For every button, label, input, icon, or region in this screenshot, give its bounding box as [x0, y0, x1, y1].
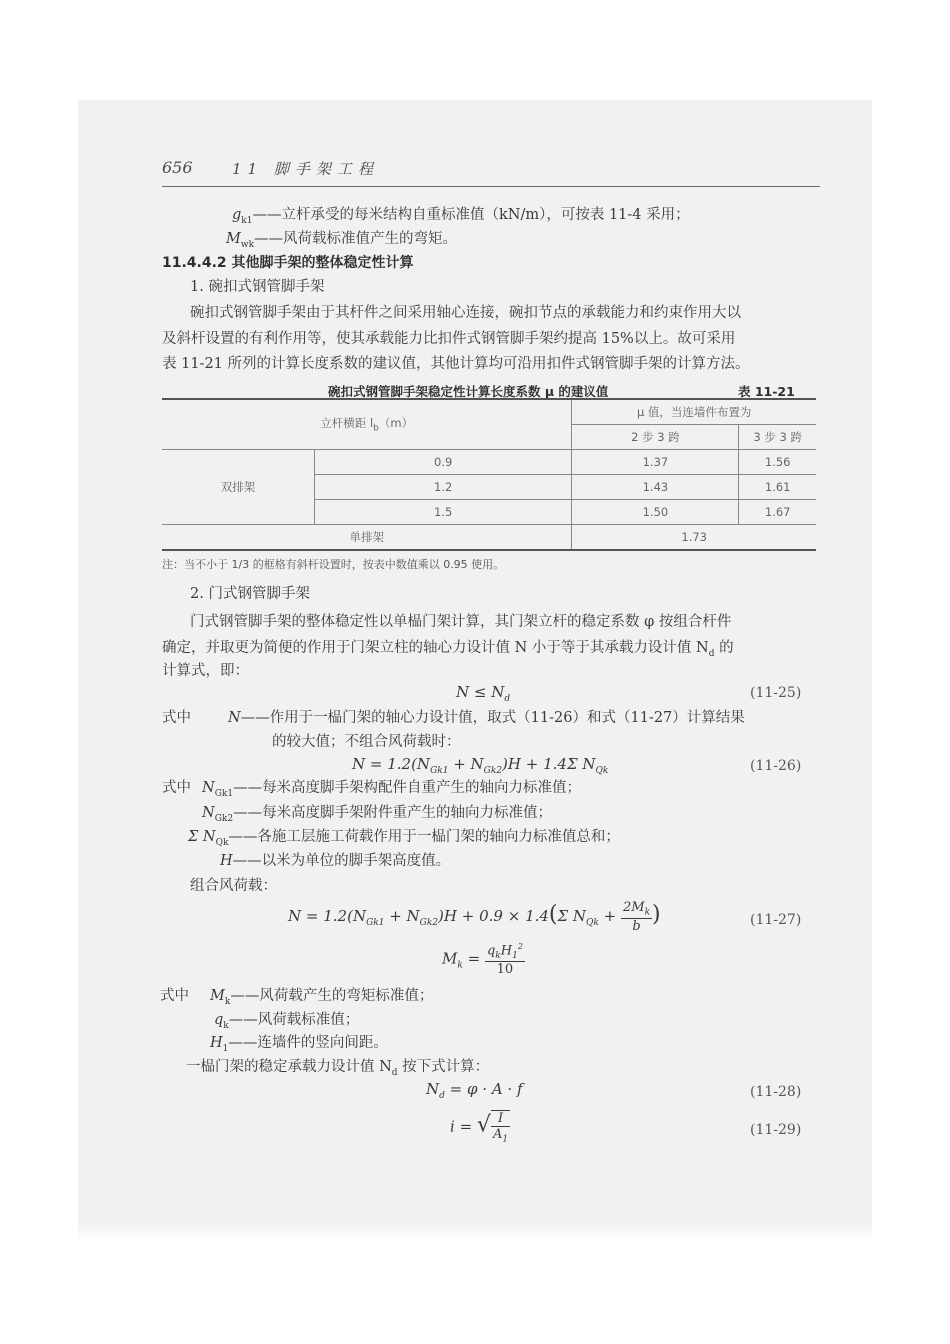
equation-11-29: i = √ $\frac{I}{A_1}$	[450, 1111, 509, 1145]
equation-number: (11-26)	[750, 758, 802, 774]
equation-11-27: $N = 1.2(N_{Gk1} + N_{Gk2})H + 0.9 \times 1.4(\Sigma$ $N_{Qk}$ + $\frac{2M_k}{b}$ )	[288, 900, 661, 934]
def-nqk: Σ $N_{Qk}——$各施工层施工荷载作用于一榀门架的轴向力标准值总和；	[188, 829, 620, 848]
paragraph-1-line-3: 表 11-21 所列的计算长度系数的建议值，其他计算均可沿用扣件式钢管脚手架的计算方法。	[162, 356, 750, 372]
where-label: 式中	[160, 988, 189, 1004]
def-n-continued: 的较大值；不组合风荷载时：	[272, 734, 461, 750]
table-caption: 碗扣式钢管脚手架稳定性计算长度系数 μ 的建议值	[328, 384, 609, 399]
equation-11-25: $N \le N_d$	[456, 683, 511, 704]
def-mk: $M_k——$风荷载产生的弯矩标准值；	[210, 988, 434, 1007]
def-ngk1: $N_{Gk1}——$每米高度脚手架构配件自重产生的轴向力标准值；	[202, 780, 582, 799]
table-cell: 1.67	[739, 500, 816, 525]
def-h1: $H_1——$连墙件的竖向间距。	[210, 1035, 388, 1054]
subsection-2: 2. 门式钢管脚手架	[190, 586, 310, 602]
coefficient-table	[162, 398, 816, 551]
paragraph-2-line-2: 确定，并取更为简便的作用于门架立柱的轴心力设计值 N 小于等于其承载力设计值 $N_d$ 的	[162, 640, 734, 659]
scan-edge	[78, 1222, 872, 1242]
where-label: 式中	[162, 780, 191, 796]
table-cell: 1.61	[739, 475, 816, 500]
def-n: N——作用于一榀门架的轴心力设计值，取式（11-26）和式（11-27）计算结果	[228, 710, 745, 726]
def-ngk2: $N_{Gk2}——$每米高度脚手架附件重产生的轴向力标准值；	[202, 805, 553, 824]
nd-intro: 一榀门架的稳定承载力设计值 $N_d$ 按下式计算：	[186, 1059, 490, 1078]
table-cell: 1.50	[572, 500, 739, 525]
equation-11-26: $N = 1.2(N_{Gk1} + N_{Gk2})H + 1.4\Sigma$ $N_{Qk}$	[352, 755, 609, 776]
equation-number: (11-25)	[750, 685, 802, 701]
wind-label: 组合风荷载：	[190, 878, 277, 894]
equation-number: (11-29)	[750, 1122, 802, 1138]
table-cell-lb: 1.2	[315, 475, 572, 500]
table-cell: 1.37	[572, 450, 739, 475]
equation-mk: $M_k$ = $\frac{q_kH_1^2}{10}$	[442, 942, 523, 977]
subsection-1: 1. 碗扣式钢管脚手架	[190, 279, 325, 295]
table-number: 表 11-21	[738, 384, 795, 399]
paragraph-1-line-1: 碗扣式钢管脚手架由于其杆件之间采用轴心连接，碗扣节点的承载能力和约束作用大以	[190, 305, 741, 321]
def-mwk: $M_{wk}——$风荷载标准值产生的弯矩。	[226, 231, 458, 250]
equation-number: (11-27)	[750, 912, 802, 928]
paragraph-2-line-1: 门式钢管脚手架的整体稳定性以单榀门架计算，其门架立杆的稳定系数 φ 按组合杆件	[190, 614, 732, 630]
table-cell-lb: 0.9	[315, 450, 572, 475]
page-number: 656	[162, 158, 193, 177]
equation-number: (11-28)	[750, 1084, 802, 1100]
def-gk1: $g_{k1}——$立杆承受的每米结构自重标准值（kN/m），可按表 11-4 采用；	[232, 207, 690, 226]
equation-11-28: $N_d = \varphi \cdot A \cdot f$	[426, 1080, 523, 1101]
def-h: H——以米为单位的脚手架高度值。	[220, 853, 451, 869]
table-head-c1: 2 步 3 跨	[572, 425, 739, 450]
paragraph-1-line-2: 及斜杆设置的有利作用等，使其承载能力比扣件式钢管脚手架约提高 15%以上。故可采用	[162, 331, 736, 347]
header-rule	[162, 186, 820, 187]
table-head-c2: 3 步 3 跨	[739, 425, 816, 450]
paragraph-2-line-3: 计算式，即：	[162, 663, 249, 679]
table-head-lb: 立杆横距 $l_b(m)$	[162, 399, 572, 450]
table-cell-lb: 1.5	[315, 500, 572, 525]
section-heading: 11.4.4.2 其他脚手架的整体稳定性计算	[162, 255, 414, 271]
table-cell: 1.43	[572, 475, 739, 500]
table-single-label: 单排架	[162, 525, 572, 551]
table-single-value: 1.73	[572, 525, 816, 551]
table-note: 注：当不小于 1/3 的框格有斜杆设置时，按表中数值乘以 0.95 使用。	[162, 558, 505, 571]
table-cell: 1.56	[739, 450, 816, 475]
where-label: 式中	[162, 710, 191, 726]
table-head-mu: μ 值，当连墙件布置为	[572, 399, 816, 425]
chapter-title: 11 脚手架工程	[232, 160, 379, 178]
table-group-label: 双排架	[162, 450, 315, 525]
def-qk: $q_k——$风荷载标准值；	[214, 1012, 360, 1031]
